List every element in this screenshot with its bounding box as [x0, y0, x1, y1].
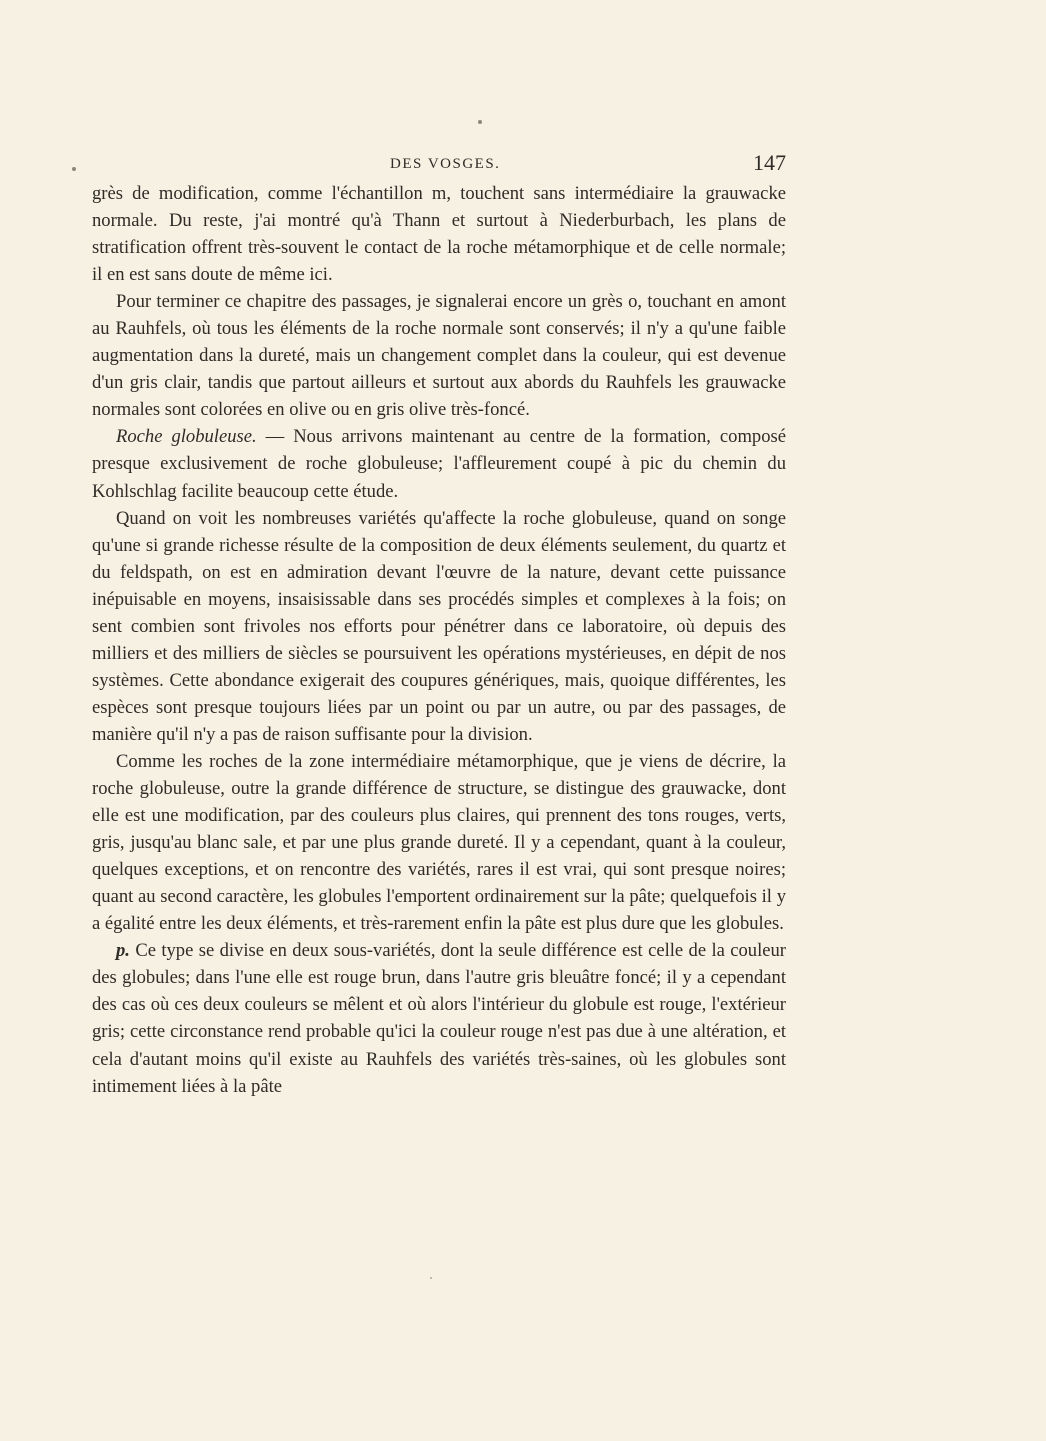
paragraph	[92, 937, 786, 1099]
paragraph	[92, 423, 786, 504]
paragraph-text: Quand on voit les nombreuses variétés qu'affecte la roche globuleuse, quand on songe qu'une si grande richesse résulte de la composition de deux éléments seulement, du quartz et du feldspath, on est en admiration devant l'œuvre de la nature, devant cette puissance inépuisable en moyens, insaisissable dans ses procédés simples et complexes à la fois; on sent combien sont frivoles nos efforts pour pénétrer dans ce laboratoire, où depuis des milliers et des milliers de siècles se poursuivent les opérations mystérieuses, en dépit de nos systèmes. Cette abondance exigerait des coupures génériques, mais, quoique différentes, les espèces sont presque toujours liées par un point ou par un autre, ou par des passages, de manière qu'il n'y a pas de raison suffisante pour la division.	[92, 507, 786, 745]
paragraph	[92, 180, 786, 288]
paragraph	[92, 748, 786, 937]
page-number: 147	[753, 150, 786, 175]
section-heading: Roche globuleuse.	[116, 426, 257, 448]
paragraph-text: Pour terminer ce chapitre des passages, je signalerai encore un grès o, touchant en amont au Rauhfels, où tous les éléments de la roche normale sont conservés; il n'y a qu'une faible augmentation dans la dureté, mais un changement complet dans la couleur, qui est devenue d'un gris clair, tandis que partout ailleurs et surtout aux abords du Rauhfels les grauwacke normales sont colorées en olive ou en gris olive très-foncé.	[92, 291, 786, 421]
paper-speck	[478, 120, 482, 124]
running-head: DES VOSGES.	[390, 156, 501, 172]
paragraph-text: Comme les roches de la zone intermédiaire métamorphique, que je viens de décrire, la roche globuleuse, outre la grande différence de structure, se distingue des grauwacke, dont elle est une modification, par des couleurs plus claires, qui prennent des tons rouges, verts, gris, jusqu'au blanc sale, et par une plus grande dureté. Il y a cependant, quant à la couleur, quelques exceptions, et on rencontre des variétés, rares il est vrai, qui sont presque noires; quant au second caractère, les globules l'emportent ordinairement sur la pâte; quelquefois il y a égalité entre les deux éléments, et très-rarement enfin la pâte est plus dure que les globules.	[92, 750, 786, 935]
paragraph	[92, 288, 786, 423]
paragraph-text: grès de modification, comme l'échantillon m, touchent sans intermédiaire la grauwacke normale. Du reste, j'ai montré qu'à Thann et surtout à Niederburbach, les plans de stratification offrent très-souvent le contact de la roche métamorphique et de celle normale; il en est sans doute de même ici.	[92, 183, 786, 286]
page-header	[92, 152, 786, 178]
paper-speck	[72, 167, 76, 171]
paragraph	[92, 505, 786, 748]
paragraph-text: — Nous arrivons maintenant au centre de la formation, composé presque exclusivement de roche globuleuse; l'affleurement coupé à pic du chemin du Kohlschlag facilite beaucoup cette étude.	[92, 426, 787, 502]
item-letter: p.	[116, 940, 130, 962]
paper-speck	[430, 1277, 432, 1279]
paragraph-text: Ce type se divise en deux sous-variétés, dont la seule différence est celle de la couleur des globules; dans l'une elle est rouge brun, dans l'autre gris bleuâtre foncé; il y a cependant des cas où ces deux couleurs se mêlent et où alors l'intérieur du globule est rouge, l'extérieur gris; cette circonstance rend probable qu'ici la couleur rouge n'est pas due à une altération, et cela d'autant moins qu'il existe au Rauhfels des variétés très-saines, où les globules sont intimement liées à la pâte	[92, 940, 786, 1097]
body-text	[92, 180, 786, 1100]
